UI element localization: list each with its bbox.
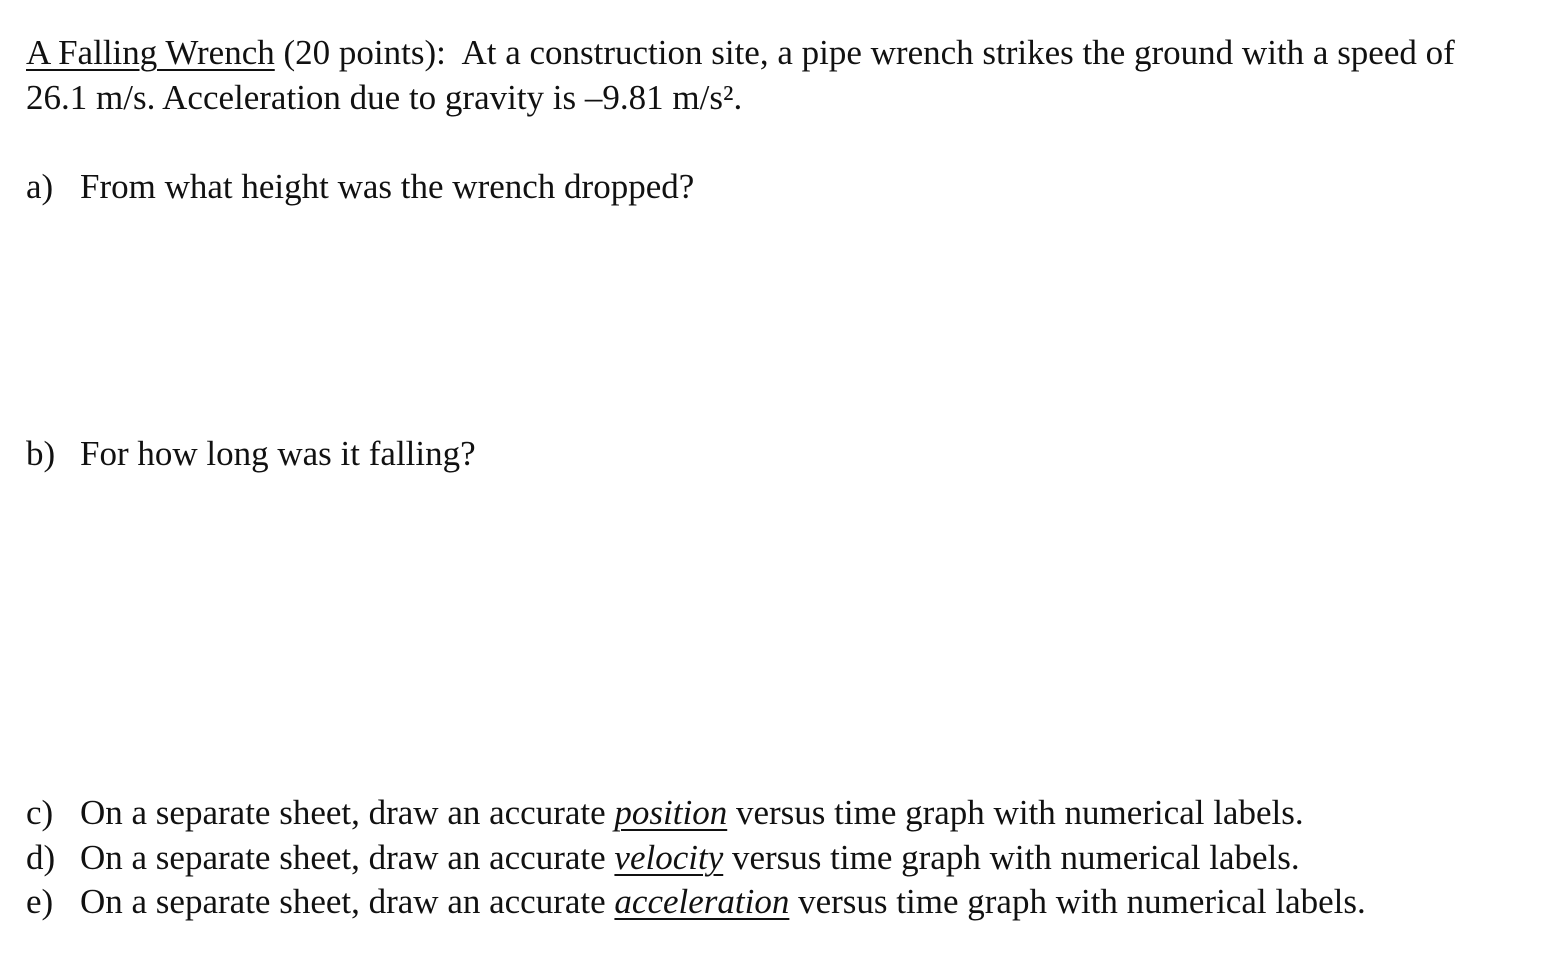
question-text-before: On a separate sheet, draw an accurate xyxy=(80,838,606,877)
question-emphasis: acceleration xyxy=(614,882,790,921)
question-label: d) xyxy=(26,838,56,877)
question-label: a) xyxy=(26,167,54,206)
question-text-before: On a separate sheet, draw an accurate xyxy=(80,882,606,921)
problem-points: (20 points): xyxy=(283,33,446,72)
question-a xyxy=(26,164,694,209)
question-label: b) xyxy=(26,434,56,473)
question-e xyxy=(26,879,1366,924)
question-c xyxy=(26,790,1304,835)
question-emphasis: velocity xyxy=(614,838,724,877)
question-text-before: On a separate sheet, draw an accurate xyxy=(80,793,606,832)
question-label: c) xyxy=(26,793,54,832)
question-text-after: versus time graph with numerical labels. xyxy=(735,793,1304,832)
question-text-after: versus time graph with numerical labels. xyxy=(798,882,1366,921)
problem-title: A Falling Wrench xyxy=(26,33,275,72)
statement-line-1: At a construction site, a pipe wrench strikes the ground with a speed of xyxy=(461,33,1455,72)
question-text-after: versus time graph with numerical labels. xyxy=(731,838,1300,877)
question-b xyxy=(26,431,476,476)
question-text: From what height was the wrench dropped? xyxy=(80,167,695,206)
question-d xyxy=(26,835,1300,880)
problem-statement xyxy=(26,30,1526,120)
question-emphasis: position xyxy=(614,793,728,832)
question-text: For how long was it falling? xyxy=(80,434,476,473)
statement-line-2: 26.1 m/s. Acceleration due to gravity is –9.81 m/s². xyxy=(26,78,743,117)
question-label: e) xyxy=(26,882,54,921)
